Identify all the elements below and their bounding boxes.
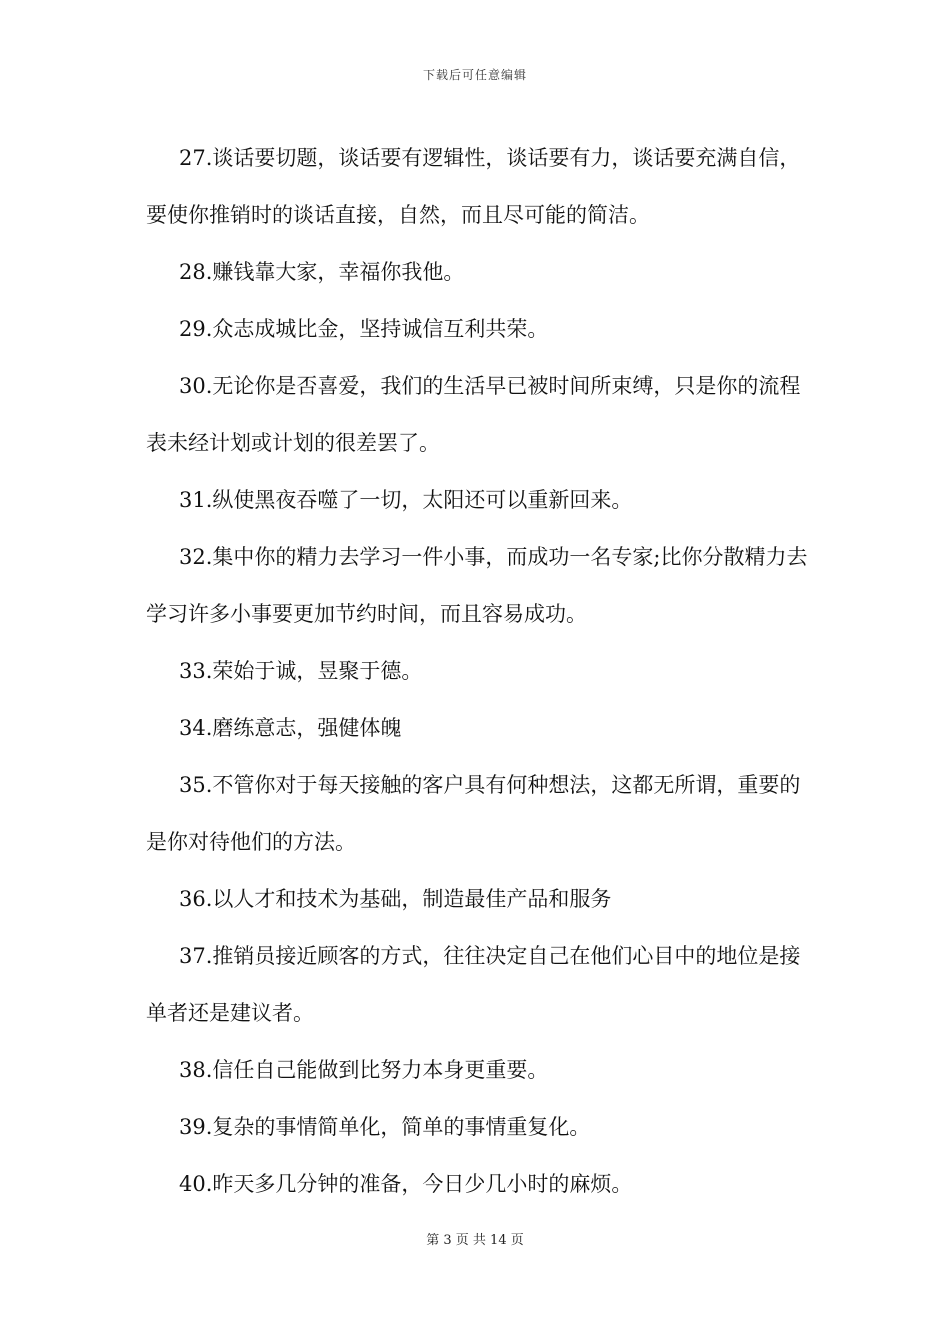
paragraph-34: 34.磨练意志，强健体魄 [179,716,402,740]
paragraph-29: 29.众志成城比金，坚持诚信互利共荣。 [179,317,549,341]
page-header: 下载后可任意编辑 [422,68,527,82]
paragraph-40: 40.昨天多几分钟的准备，今日少几小时的麻烦。 [179,1172,633,1196]
paragraph-38: 38.信任自己能做到比努力本身更重要。 [179,1058,549,1082]
paragraph-27: 27.谈话要切题，谈话要有逻辑性，谈话要有力，谈话要充满自信，要使你推销时的谈话直接，自然，而且尽可能的简洁。 [146,146,801,227]
paragraph-33: 33.荣始于诚，昱聚于德。 [179,659,423,683]
document-body [146,130,812,1213]
paragraph-36: 36.以人才和技术为基础，制造最佳产品和服务 [179,887,612,911]
paragraph-32: 32.集中你的精力去学习一件小事，而成功一名专家;比你分散精力去学习许多小事要更加节约时间，而且容易成功。 [146,545,808,626]
paragraph-35: 35.不管你对于每天接触的客户具有何种想法，这都无所谓，重要的是你对待他们的方法。 [146,773,801,854]
paragraph-30: 30.无论你是否喜爱，我们的生活早已被时间所束缚，只是你的流程表未经计划或计划的很差罢了。 [146,374,801,455]
page-footer: 第 3 页 共 14 页 [426,1233,524,1248]
paragraph-39: 39.复杂的事情简单化，简单的事情重复化。 [179,1115,591,1139]
paragraph-31: 31.纵使黑夜吞噬了一切，太阳还可以重新回来。 [179,488,633,512]
paragraph-37: 37.推销员接近顾客的方式，往往决定自己在他们心目中的地位是接单者还是建议者。 [146,944,801,1025]
paragraph-28: 28.赚钱靠大家，幸福你我他。 [179,260,465,284]
